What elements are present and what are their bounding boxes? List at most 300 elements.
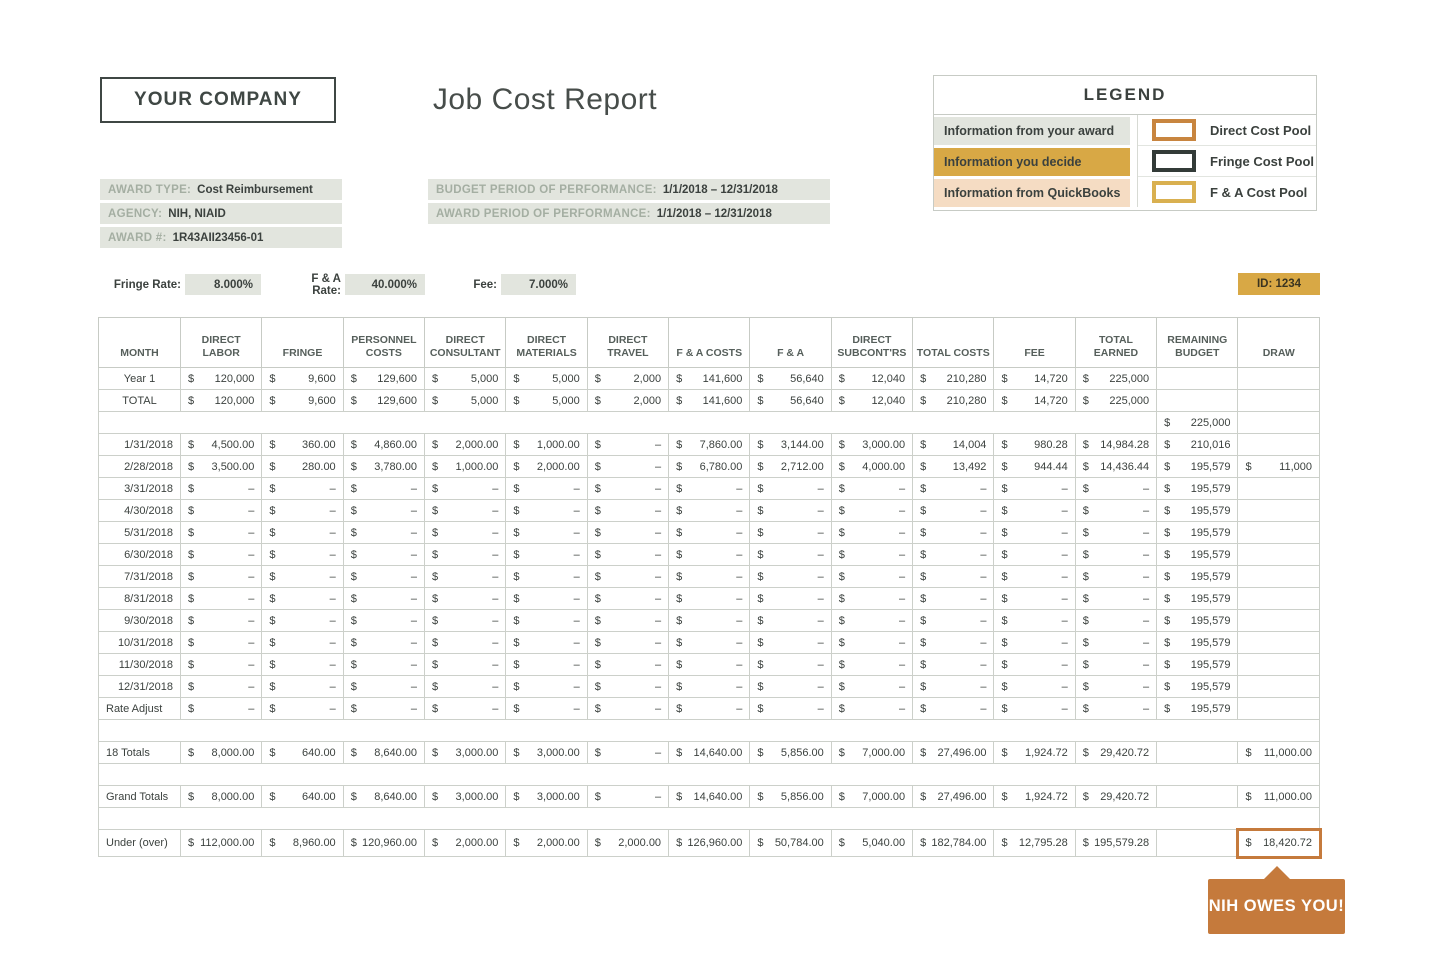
cell-fee[interactable]: $ 1,924.72 [994, 742, 1075, 764]
row-label[interactable]: Rate Adjust [99, 698, 181, 720]
cell-total-costs[interactable]: $ – [913, 588, 994, 610]
cell-fringe[interactable]: $ – [262, 500, 343, 522]
row-label[interactable]: 12/31/2018 [99, 676, 181, 698]
cell-f-a-costs[interactable]: $ – [669, 610, 750, 632]
row-label[interactable]: 3/31/2018 [99, 478, 181, 500]
cell-direct-materials[interactable]: $ 5,000 [506, 390, 587, 412]
cell-direct-materials[interactable]: $ – [506, 588, 587, 610]
col-header-fringe: FRINGE [262, 318, 343, 368]
row-label[interactable]: Grand Totals [99, 786, 181, 808]
cell-direct-subcont-rs[interactable]: $ – [831, 522, 912, 544]
cell-direct-subcont-rs[interactable]: $ 4,000.00 [831, 456, 912, 478]
cell-draw[interactable] [1238, 522, 1320, 544]
cell-direct-materials[interactable]: $ – [506, 522, 587, 544]
cell-direct-travel[interactable]: $ – [587, 676, 668, 698]
cell-f-a[interactable]: $ – [750, 478, 831, 500]
cell-direct-travel[interactable]: $ – [587, 742, 668, 764]
cell-direct-travel[interactable]: $ 2,000.00 [587, 830, 668, 857]
cell-remaining-budget[interactable]: $ 195,579 [1157, 478, 1238, 500]
cell-draw[interactable] [1238, 412, 1320, 434]
cell-f-a[interactable]: $ 3,144.00 [750, 434, 831, 456]
cell-fringe[interactable]: $ – [262, 654, 343, 676]
cell-direct-consultant[interactable]: $ – [425, 698, 506, 720]
cell-remaining-budget[interactable]: $ 195,579 [1157, 632, 1238, 654]
cell-direct-labor[interactable]: $ 112,000.00 [181, 830, 262, 857]
cell-total-earned[interactable]: $ – [1075, 544, 1156, 566]
cell-direct-labor[interactable]: $ 120,000 [181, 390, 262, 412]
cell-direct-labor[interactable]: $ – [181, 698, 262, 720]
cell-direct-consultant[interactable]: $ 3,000.00 [425, 786, 506, 808]
cell-direct-consultant[interactable]: $ – [425, 654, 506, 676]
cell-total-earned[interactable]: $ – [1075, 522, 1156, 544]
cell-fringe[interactable]: $ – [262, 522, 343, 544]
cell-remaining-budget[interactable]: $ 195,579 [1157, 566, 1238, 588]
table-row-under-over [99, 830, 1320, 857]
cell-direct-subcont-rs[interactable]: $ – [831, 654, 912, 676]
cell-direct-subcont-rs[interactable]: $ – [831, 698, 912, 720]
cell-fee[interactable]: $ – [994, 500, 1075, 522]
cell-f-a[interactable]: $ – [750, 698, 831, 720]
cell-f-a[interactable]: $ – [750, 610, 831, 632]
cell-total-costs[interactable]: $ 210,280 [913, 368, 994, 390]
cell-remaining-budget[interactable]: $ 195,579 [1157, 544, 1238, 566]
cell-personnel-costs[interactable]: $ – [343, 522, 424, 544]
cell-fee[interactable]: $ 944.44 [994, 456, 1075, 478]
cell-direct-labor[interactable]: $ – [181, 478, 262, 500]
cell-direct-labor[interactable]: $ – [181, 632, 262, 654]
cell-fee[interactable]: $ – [994, 676, 1075, 698]
cell-direct-subcont-rs[interactable]: $ – [831, 676, 912, 698]
row-label[interactable]: 7/31/2018 [99, 566, 181, 588]
cell-f-a[interactable]: $ – [750, 588, 831, 610]
cell-remaining-budget[interactable]: $ 225,000 [1157, 412, 1238, 434]
cell-direct-travel[interactable]: $ – [587, 654, 668, 676]
cell-direct-travel[interactable]: $ 2,000 [587, 368, 668, 390]
cell-direct-materials[interactable]: $ – [506, 544, 587, 566]
draw-under-over-cell[interactable]: $ 18,420.72 [1238, 830, 1320, 857]
cell-total-costs[interactable]: $ 27,496.00 [913, 786, 994, 808]
cell-fee[interactable]: $ – [994, 610, 1075, 632]
cell-f-a-costs[interactable]: $ – [669, 500, 750, 522]
cell-fringe[interactable]: $ 640.00 [262, 742, 343, 764]
cell-direct-subcont-rs[interactable]: $ 12,040 [831, 390, 912, 412]
cell-f-a-costs[interactable]: $ – [669, 676, 750, 698]
cell-total-costs[interactable]: $ – [913, 698, 994, 720]
cell-fee[interactable]: $ – [994, 544, 1075, 566]
cell-total-earned[interactable]: $ 195,579.28 [1075, 830, 1156, 857]
cell-remaining-budget[interactable]: $ 195,579 [1157, 654, 1238, 676]
page-title: Job Cost Report [432, 83, 658, 116]
cell-draw[interactable] [1238, 368, 1320, 390]
cell-f-a[interactable]: $ 5,856.00 [750, 742, 831, 764]
cell-fee[interactable]: $ – [994, 566, 1075, 588]
cell-total-costs[interactable]: $ 27,496.00 [913, 742, 994, 764]
cell-total-costs[interactable]: $ – [913, 676, 994, 698]
cell-total-costs[interactable]: $ 210,280 [913, 390, 994, 412]
cell-direct-consultant[interactable]: $ 5,000 [425, 368, 506, 390]
cell-total-earned[interactable]: $ 29,420.72 [1075, 786, 1156, 808]
cell-direct-subcont-rs[interactable]: $ – [831, 478, 912, 500]
cell-direct-subcont-rs[interactable]: $ – [831, 544, 912, 566]
table-row-year-1 [99, 368, 1320, 390]
cell-total-costs[interactable]: $ – [913, 654, 994, 676]
cell-f-a[interactable]: $ – [750, 566, 831, 588]
cell-f-a[interactable]: $ – [750, 654, 831, 676]
cell-total-earned[interactable]: $ – [1075, 698, 1156, 720]
cell-remaining-budget[interactable]: $ 195,579 [1157, 522, 1238, 544]
row-label[interactable]: 1/31/2018 [99, 434, 181, 456]
cell-total-earned[interactable]: $ – [1075, 588, 1156, 610]
cell-fee[interactable]: $ – [994, 698, 1075, 720]
cell-f-a[interactable]: $ 5,856.00 [750, 786, 831, 808]
award-number-row[interactable] [100, 227, 342, 248]
cell-direct-travel[interactable]: $ – [587, 544, 668, 566]
cell-draw[interactable] [1238, 676, 1320, 698]
row-label[interactable]: 8/31/2018 [99, 588, 181, 610]
cell-total-earned[interactable]: $ 29,420.72 [1075, 742, 1156, 764]
cell-personnel-costs[interactable]: $ 129,600 [343, 368, 424, 390]
cell-fee[interactable]: $ – [994, 654, 1075, 676]
cell-direct-subcont-rs[interactable]: $ – [831, 566, 912, 588]
cell-remaining-budget[interactable]: $ 210,016 [1157, 434, 1238, 456]
cell-direct-materials[interactable]: $ 3,000.00 [506, 786, 587, 808]
cell-fee[interactable]: $ 12,795.28 [994, 830, 1075, 857]
cell-fringe[interactable]: $ – [262, 588, 343, 610]
cell-direct-consultant[interactable]: $ 2,000.00 [425, 434, 506, 456]
cell-fringe[interactable]: $ 360.00 [262, 434, 343, 456]
cell-total-costs[interactable]: $ 14,004 [913, 434, 994, 456]
cell-f-a-costs[interactable]: $ 141,600 [669, 390, 750, 412]
cell-total-earned[interactable]: $ 225,000 [1075, 390, 1156, 412]
cell-direct-subcont-rs[interactable]: $ 5,040.00 [831, 830, 912, 857]
cell-direct-travel[interactable]: $ – [587, 698, 668, 720]
cell-direct-materials[interactable]: $ 5,000 [506, 368, 587, 390]
cell-fee[interactable]: $ – [994, 588, 1075, 610]
cell-f-a[interactable]: $ 56,640 [750, 390, 831, 412]
cell-f-a[interactable]: $ – [750, 500, 831, 522]
cell-personnel-costs[interactable]: $ 4,860.00 [343, 434, 424, 456]
cell-f-a-costs[interactable]: $ – [669, 588, 750, 610]
row-label[interactable]: 2/28/2018 [99, 456, 181, 478]
cell-remaining-budget[interactable]: $ 195,579 [1157, 456, 1238, 478]
row-label[interactable]: 9/30/2018 [99, 610, 181, 632]
cell-total-earned[interactable]: $ 14,984.28 [1075, 434, 1156, 456]
cell-fringe[interactable]: $ 9,600 [262, 368, 343, 390]
cell-remaining-budget[interactable]: $ 195,579 [1157, 588, 1238, 610]
cell-draw[interactable] [1238, 434, 1320, 456]
cell-direct-consultant[interactable]: $ 1,000.00 [425, 456, 506, 478]
cell-direct-labor[interactable]: $ – [181, 544, 262, 566]
cell-direct-materials[interactable]: $ – [506, 566, 587, 588]
spacer-row [99, 808, 1320, 830]
cell-remaining-budget[interactable]: $ 195,579 [1157, 610, 1238, 632]
cell-f-a[interactable]: $ – [750, 544, 831, 566]
table-row-10-31-2018 [99, 632, 1320, 654]
cell-direct-materials[interactable]: $ – [506, 654, 587, 676]
cell-personnel-costs[interactable]: $ – [343, 544, 424, 566]
row-label[interactable]: Year 1 [99, 368, 181, 390]
cell-fringe[interactable]: $ – [262, 632, 343, 654]
legend-divider [1130, 115, 1138, 146]
cell-personnel-costs[interactable]: $ – [343, 588, 424, 610]
fringe-cost-pool-swatch-icon [1152, 150, 1196, 172]
cell-f-a-costs[interactable]: $ – [669, 632, 750, 654]
cell-f-a[interactable]: $ – [750, 522, 831, 544]
cell-direct-labor[interactable]: $ – [181, 676, 262, 698]
cell-total-costs[interactable]: $ – [913, 522, 994, 544]
cell-f-a-costs[interactable]: $ – [669, 522, 750, 544]
cell-draw[interactable]: $ 11,000.00 [1238, 742, 1320, 764]
cell-total-costs[interactable]: $ 13,492 [913, 456, 994, 478]
cell-draw[interactable] [1238, 698, 1320, 720]
cell-direct-travel[interactable]: $ – [587, 522, 668, 544]
row-label[interactable]: 11/30/2018 [99, 654, 181, 676]
cell-f-a-costs[interactable]: $ – [669, 698, 750, 720]
cell-total-costs[interactable]: $ – [913, 632, 994, 654]
cell-direct-consultant[interactable]: $ – [425, 610, 506, 632]
cell-fee[interactable]: $ 14,720 [994, 368, 1075, 390]
cell-direct-labor[interactable]: $ – [181, 566, 262, 588]
row-label[interactable]: 6/30/2018 [99, 544, 181, 566]
cell-total-costs[interactable]: $ – [913, 478, 994, 500]
cell-direct-subcont-rs[interactable]: $ 12,040 [831, 368, 912, 390]
cell-direct-travel[interactable]: $ – [587, 478, 668, 500]
cell-direct-subcont-rs[interactable]: $ – [831, 632, 912, 654]
cell-personnel-costs[interactable]: $ – [343, 676, 424, 698]
award-number-label: AWARD #: [108, 231, 167, 244]
cell-f-a[interactable]: $ 2,712.00 [750, 456, 831, 478]
cell-f-a-costs[interactable]: $ 126,960.00 [669, 830, 750, 857]
cell-direct-travel[interactable]: $ – [587, 588, 668, 610]
cell-personnel-costs[interactable]: $ – [343, 654, 424, 676]
cell-personnel-costs[interactable]: $ – [343, 632, 424, 654]
col-header-total-earned: TOTAL EARNED [1075, 318, 1156, 368]
cell-direct-materials[interactable]: $ 3,000.00 [506, 742, 587, 764]
cell-direct-materials[interactable]: $ – [506, 676, 587, 698]
cell-fee[interactable]: $ – [994, 478, 1075, 500]
cell-personnel-costs[interactable]: $ 8,640.00 [343, 742, 424, 764]
cell-direct-labor[interactable]: $ 3,500.00 [181, 456, 262, 478]
cell-direct-travel[interactable]: $ – [587, 610, 668, 632]
cell-direct-materials[interactable]: $ – [506, 698, 587, 720]
cell-f-a[interactable]: $ 56,640 [750, 368, 831, 390]
cell-f-a[interactable]: $ – [750, 632, 831, 654]
cell-direct-materials[interactable]: $ – [506, 632, 587, 654]
cell-total-earned[interactable]: $ 14,436.44 [1075, 456, 1156, 478]
cell-total-earned[interactable]: $ – [1075, 632, 1156, 654]
cell-total-costs[interactable]: $ – [913, 500, 994, 522]
legend-pool-direct-label: Direct Cost Pool [1210, 122, 1312, 138]
table-row-11-30-2018 [99, 654, 1320, 676]
cell-direct-travel[interactable]: $ – [587, 632, 668, 654]
cell-f-a-costs[interactable]: $ – [669, 566, 750, 588]
cell-total-earned[interactable]: $ – [1075, 566, 1156, 588]
award-type-label: AWARD TYPE: [108, 183, 192, 196]
cell-direct-travel[interactable]: $ 2,000 [587, 390, 668, 412]
cell-total-costs[interactable]: $ 182,784.00 [913, 830, 994, 857]
cell-direct-labor[interactable]: $ 8,000.00 [181, 786, 262, 808]
cell-direct-consultant[interactable]: $ – [425, 588, 506, 610]
cell-fringe[interactable]: $ 280.00 [262, 456, 343, 478]
cell-fee[interactable]: $ – [994, 632, 1075, 654]
cell-remaining-budget[interactable] [1157, 830, 1238, 857]
cell-draw[interactable] [1238, 610, 1320, 632]
cell-f-a-costs[interactable]: $ 14,640.00 [669, 786, 750, 808]
cell-personnel-costs[interactable]: $ – [343, 500, 424, 522]
cell-direct-materials[interactable]: $ – [506, 500, 587, 522]
cell-direct-labor[interactable]: $ – [181, 588, 262, 610]
cell-direct-travel[interactable]: $ – [587, 786, 668, 808]
cell-direct-materials[interactable]: $ 2,000.00 [506, 456, 587, 478]
cell-direct-materials[interactable]: $ – [506, 610, 587, 632]
award-period-label: AWARD PERIOD OF PERFORMANCE: [436, 207, 651, 220]
cell-total-earned[interactable]: $ – [1075, 610, 1156, 632]
cell-draw[interactable] [1238, 566, 1320, 588]
cell-direct-subcont-rs[interactable]: $ – [831, 588, 912, 610]
row-label[interactable]: 5/31/2018 [99, 522, 181, 544]
cell-direct-subcont-rs[interactable]: $ – [831, 500, 912, 522]
cell-personnel-costs[interactable]: $ 120,960.00 [343, 830, 424, 857]
cell-personnel-costs[interactable]: $ 3,780.00 [343, 456, 424, 478]
legend [933, 75, 1317, 211]
cell-f-a-costs[interactable]: $ 6,780.00 [669, 456, 750, 478]
award-period-row[interactable] [428, 203, 830, 224]
cell-personnel-costs[interactable]: $ – [343, 566, 424, 588]
cell-remaining-budget[interactable] [1157, 786, 1238, 808]
cell-direct-subcont-rs[interactable]: $ 7,000.00 [831, 786, 912, 808]
cell-total-earned[interactable]: $ 225,000 [1075, 368, 1156, 390]
cell-direct-consultant[interactable]: $ – [425, 566, 506, 588]
cell-personnel-costs[interactable]: $ – [343, 698, 424, 720]
spacer-cell [99, 412, 1157, 434]
cell-draw[interactable] [1238, 500, 1320, 522]
cell-direct-travel[interactable]: $ – [587, 500, 668, 522]
cell-total-earned[interactable]: $ – [1075, 478, 1156, 500]
cell-direct-consultant[interactable]: $ 2,000.00 [425, 830, 506, 857]
fa-rate-value[interactable]: 40.000% [345, 274, 425, 295]
cell-direct-materials[interactable]: $ – [506, 478, 587, 500]
cell-draw[interactable] [1238, 544, 1320, 566]
cell-fee[interactable]: $ 14,720 [994, 390, 1075, 412]
cell-total-costs[interactable]: $ – [913, 544, 994, 566]
cell-draw[interactable] [1238, 390, 1320, 412]
cell-direct-labor[interactable]: $ – [181, 610, 262, 632]
cell-direct-consultant[interactable]: $ – [425, 632, 506, 654]
cell-fringe[interactable]: $ – [262, 676, 343, 698]
cell-direct-labor[interactable]: $ – [181, 500, 262, 522]
cell-fringe[interactable]: $ – [262, 610, 343, 632]
cell-f-a[interactable]: $ – [750, 676, 831, 698]
row-label[interactable]: Under (over) [99, 830, 181, 857]
cell-direct-labor[interactable]: $ – [181, 522, 262, 544]
cell-direct-labor[interactable]: $ 8,000.00 [181, 742, 262, 764]
cell-fringe[interactable]: $ – [262, 698, 343, 720]
cell-remaining-budget[interactable]: $ 195,579 [1157, 698, 1238, 720]
fee-rate-label: Fee: [473, 278, 497, 291]
cell-direct-consultant[interactable]: $ 3,000.00 [425, 742, 506, 764]
cell-personnel-costs[interactable]: $ – [343, 610, 424, 632]
cell-direct-subcont-rs[interactable]: $ 3,000.00 [831, 434, 912, 456]
cell-f-a-costs[interactable]: $ – [669, 654, 750, 676]
cell-personnel-costs[interactable]: $ 129,600 [343, 390, 424, 412]
cell-total-earned[interactable]: $ – [1075, 654, 1156, 676]
fee-rate-value[interactable]: 7.000% [501, 274, 576, 295]
row-label[interactable]: TOTAL [99, 390, 181, 412]
cell-total-earned[interactable]: $ – [1075, 500, 1156, 522]
fringe-rate-value[interactable]: 8.000% [185, 274, 261, 295]
col-header-direct-travel: DIRECT TRAVEL [587, 318, 668, 368]
cell-direct-materials[interactable]: $ 2,000.00 [506, 830, 587, 857]
cell-total-earned[interactable]: $ – [1075, 676, 1156, 698]
cell-direct-consultant[interactable]: $ 5,000 [425, 390, 506, 412]
cell-personnel-costs[interactable]: $ – [343, 478, 424, 500]
cell-draw[interactable]: $ 11,000.00 [1238, 786, 1320, 808]
cell-fringe[interactable]: $ – [262, 566, 343, 588]
cell-draw[interactable] [1238, 654, 1320, 676]
cell-remaining-budget[interactable] [1157, 368, 1238, 390]
row-label[interactable]: 4/30/2018 [99, 500, 181, 522]
cell-direct-consultant[interactable]: $ – [425, 544, 506, 566]
cell-draw[interactable] [1238, 478, 1320, 500]
cell-fringe[interactable]: $ – [262, 478, 343, 500]
cell-direct-subcont-rs[interactable]: $ 7,000.00 [831, 742, 912, 764]
cell-fringe[interactable]: $ – [262, 544, 343, 566]
award-type-row[interactable] [100, 179, 342, 200]
cell-fringe[interactable]: $ 9,600 [262, 390, 343, 412]
cell-direct-materials[interactable]: $ 1,000.00 [506, 434, 587, 456]
cell-fee[interactable]: $ 980.28 [994, 434, 1075, 456]
cell-f-a-costs[interactable]: $ – [669, 544, 750, 566]
cell-direct-labor[interactable]: $ 4,500.00 [181, 434, 262, 456]
cell-direct-labor[interactable]: $ – [181, 654, 262, 676]
cell-draw[interactable] [1238, 632, 1320, 654]
cell-total-costs[interactable]: $ – [913, 566, 994, 588]
cell-f-a-costs[interactable]: $ 14,640.00 [669, 742, 750, 764]
cell-personnel-costs[interactable]: $ 8,640.00 [343, 786, 424, 808]
cell-fringe[interactable]: $ 640.00 [262, 786, 343, 808]
cell-remaining-budget[interactable] [1157, 742, 1238, 764]
cell-direct-consultant[interactable]: $ – [425, 676, 506, 698]
cell-remaining-budget[interactable] [1157, 390, 1238, 412]
agency-row[interactable] [100, 203, 342, 224]
cell-draw[interactable] [1238, 588, 1320, 610]
job-cost-table [98, 317, 1320, 857]
row-label[interactable]: 10/31/2018 [99, 632, 181, 654]
id-badge[interactable]: ID: 1234 [1238, 273, 1320, 295]
cell-total-costs[interactable]: $ – [913, 610, 994, 632]
cell-direct-consultant[interactable]: $ – [425, 522, 506, 544]
cell-direct-travel[interactable]: $ – [587, 434, 668, 456]
cell-f-a[interactable]: $ 50,784.00 [750, 830, 831, 857]
budget-period-row[interactable] [428, 179, 830, 200]
cell-remaining-budget[interactable]: $ 195,579 [1157, 676, 1238, 698]
row-label[interactable]: 18 Totals [99, 742, 181, 764]
cell-direct-travel[interactable]: $ – [587, 566, 668, 588]
cell-direct-labor[interactable]: $ 120,000 [181, 368, 262, 390]
cell-remaining-budget[interactable]: $ 195,579 [1157, 500, 1238, 522]
cell-fringe[interactable]: $ 8,960.00 [262, 830, 343, 857]
cell-draw[interactable]: $ 11,000 [1238, 456, 1320, 478]
cell-fee[interactable]: $ – [994, 522, 1075, 544]
cell-direct-consultant[interactable]: $ – [425, 478, 506, 500]
cell-f-a-costs[interactable]: $ 141,600 [669, 368, 750, 390]
cell-f-a-costs[interactable]: $ – [669, 478, 750, 500]
cell-f-a-costs[interactable]: $ 7,860.00 [669, 434, 750, 456]
cell-fee[interactable]: $ 1,924.72 [994, 786, 1075, 808]
cell-direct-travel[interactable]: $ – [587, 456, 668, 478]
cell-direct-consultant[interactable]: $ – [425, 500, 506, 522]
cell-direct-subcont-rs[interactable]: $ – [831, 610, 912, 632]
